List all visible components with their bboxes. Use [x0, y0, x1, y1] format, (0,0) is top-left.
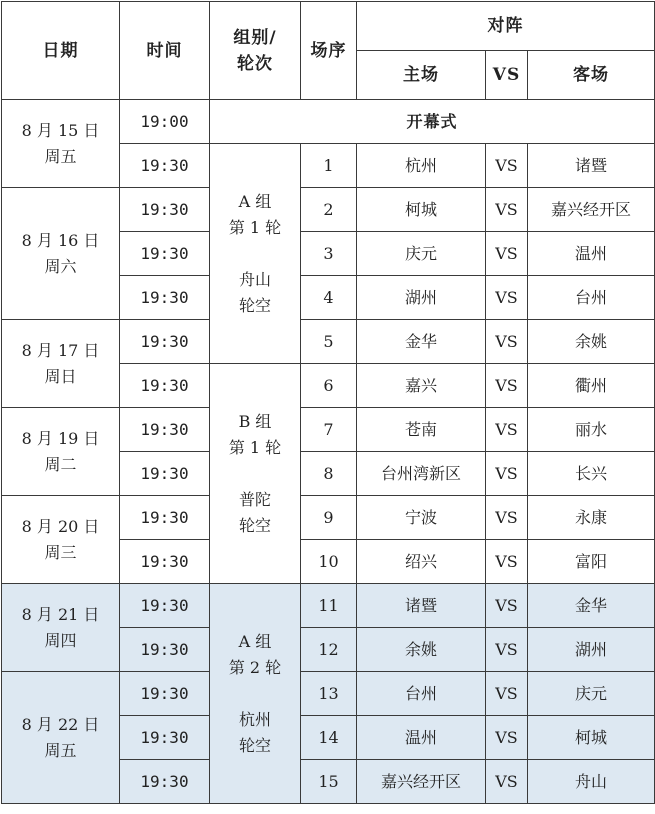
vs-cell: VS — [486, 408, 528, 452]
away-team-cell: 富阳 — [528, 540, 655, 584]
group-cell — [210, 144, 301, 364]
schedule-table — [1, 1, 655, 804]
header-time: 时间 — [120, 2, 210, 100]
group-line: A 组 — [238, 191, 272, 211]
match-number-cell: 4 — [301, 276, 357, 320]
vs-cell: VS — [486, 232, 528, 276]
weekday-line: 周二 — [44, 454, 77, 474]
match-number-cell: 6 — [301, 364, 357, 408]
time-cell: 19:30 — [120, 452, 210, 496]
away-team-cell: 庆元 — [528, 672, 655, 716]
time-cell: 19:30 — [120, 496, 210, 540]
home-team-cell: 嘉兴 — [357, 364, 486, 408]
table-row — [2, 584, 655, 628]
date-line: 8 月 19 日 — [21, 428, 100, 448]
weekday-line: 周五 — [44, 740, 77, 760]
table-row — [2, 496, 655, 540]
home-team-cell: 台州 — [357, 672, 486, 716]
bye-team-line: 杭州 — [238, 709, 271, 729]
round-line: 第 2 轮 — [228, 657, 282, 677]
away-team-cell: 诸暨 — [528, 144, 655, 188]
header-matchup: 对阵 — [357, 2, 655, 51]
match-number-cell: 1 — [301, 144, 357, 188]
match-number-cell: 7 — [301, 408, 357, 452]
opening-ceremony-cell: 开幕式 — [210, 100, 655, 144]
vs-cell: VS — [486, 188, 528, 232]
time-cell: 19:30 — [120, 760, 210, 804]
bye-label-line: 轮空 — [238, 295, 271, 315]
bye-label-line: 轮空 — [238, 515, 271, 535]
match-number-cell: 13 — [301, 672, 357, 716]
time-cell: 19:30 — [120, 188, 210, 232]
weekday-line: 周六 — [44, 256, 77, 276]
table-row — [2, 320, 655, 364]
home-team-cell: 金华 — [357, 320, 486, 364]
date-line: 8 月 16 日 — [21, 230, 100, 250]
header-home: 主场 — [357, 51, 486, 100]
match-number-cell: 2 — [301, 188, 357, 232]
header-group-line1: 组别/ — [233, 27, 277, 48]
home-team-cell: 嘉兴经开区 — [357, 760, 486, 804]
match-number-cell: 14 — [301, 716, 357, 760]
weekday-line: 周五 — [44, 146, 77, 166]
time-cell: 19:30 — [120, 716, 210, 760]
header-group — [210, 2, 301, 100]
vs-cell: VS — [486, 496, 528, 540]
home-team-cell: 柯城 — [357, 188, 486, 232]
date-cell — [2, 672, 120, 804]
table-row — [2, 672, 655, 716]
vs-cell: VS — [486, 628, 528, 672]
match-number-cell: 8 — [301, 452, 357, 496]
home-team-cell: 温州 — [357, 716, 486, 760]
date-cell — [2, 408, 120, 496]
match-number-cell: 5 — [301, 320, 357, 364]
bye-label-line: 轮空 — [238, 735, 271, 755]
vs-cell: VS — [486, 276, 528, 320]
away-team-cell: 温州 — [528, 232, 655, 276]
away-team-cell: 永康 — [528, 496, 655, 540]
vs-cell: VS — [486, 672, 528, 716]
away-team-cell: 衢州 — [528, 364, 655, 408]
match-number-cell: 10 — [301, 540, 357, 584]
date-cell — [2, 584, 120, 672]
time-cell: 19:00 — [120, 100, 210, 144]
home-team-cell: 绍兴 — [357, 540, 486, 584]
header-vs: VS — [486, 51, 528, 100]
vs-cell: VS — [486, 452, 528, 496]
date-line: 8 月 17 日 — [21, 340, 100, 360]
time-cell: 19:30 — [120, 232, 210, 276]
header-group-line2: 轮次 — [237, 53, 273, 74]
home-team-cell: 庆元 — [357, 232, 486, 276]
time-cell: 19:30 — [120, 364, 210, 408]
round-line: 第 1 轮 — [228, 217, 282, 237]
bye-team-line: 普陀 — [238, 489, 271, 509]
header-date: 日期 — [2, 2, 120, 100]
away-team-cell: 舟山 — [528, 760, 655, 804]
date-cell — [2, 100, 120, 188]
away-team-cell: 嘉兴经开区 — [528, 188, 655, 232]
home-team-cell: 宁波 — [357, 496, 486, 540]
home-team-cell: 苍南 — [357, 408, 486, 452]
date-cell — [2, 320, 120, 408]
home-team-cell: 湖州 — [357, 276, 486, 320]
vs-cell: VS — [486, 584, 528, 628]
vs-cell: VS — [486, 760, 528, 804]
time-cell: 19:30 — [120, 584, 210, 628]
weekday-line: 周三 — [44, 542, 77, 562]
time-cell: 19:30 — [120, 408, 210, 452]
table-row — [2, 408, 655, 452]
date-cell — [2, 188, 120, 320]
vs-cell: VS — [486, 364, 528, 408]
weekday-line: 周四 — [44, 630, 77, 650]
match-number-cell: 3 — [301, 232, 357, 276]
time-cell: 19:30 — [120, 540, 210, 584]
weekday-line: 周日 — [44, 366, 77, 386]
match-number-cell: 15 — [301, 760, 357, 804]
bye-team-line: 舟山 — [238, 269, 271, 289]
group-line: A 组 — [238, 631, 272, 651]
date-line: 8 月 20 日 — [21, 516, 100, 536]
date-line: 8 月 21 日 — [21, 604, 100, 624]
away-team-cell: 柯城 — [528, 716, 655, 760]
group-cell — [210, 364, 301, 584]
time-cell: 19:30 — [120, 628, 210, 672]
date-line: 8 月 15 日 — [21, 120, 100, 140]
time-cell: 19:30 — [120, 276, 210, 320]
date-line: 8 月 22 日 — [21, 714, 100, 734]
header-away: 客场 — [528, 51, 655, 100]
time-cell: 19:30 — [120, 672, 210, 716]
group-cell — [210, 584, 301, 804]
home-team-cell: 诸暨 — [357, 584, 486, 628]
home-team-cell: 杭州 — [357, 144, 486, 188]
home-team-cell: 台州湾新区 — [357, 452, 486, 496]
match-number-cell: 11 — [301, 584, 357, 628]
away-team-cell: 余姚 — [528, 320, 655, 364]
vs-cell: VS — [486, 144, 528, 188]
match-number-cell: 9 — [301, 496, 357, 540]
header-row-1 — [2, 2, 655, 51]
vs-cell: VS — [486, 320, 528, 364]
away-team-cell: 台州 — [528, 276, 655, 320]
away-team-cell: 金华 — [528, 584, 655, 628]
round-line: 第 1 轮 — [228, 437, 282, 457]
away-team-cell: 长兴 — [528, 452, 655, 496]
away-team-cell: 丽水 — [528, 408, 655, 452]
date-cell — [2, 496, 120, 584]
table-row — [2, 100, 655, 144]
home-team-cell: 余姚 — [357, 628, 486, 672]
match-number-cell: 12 — [301, 628, 357, 672]
away-team-cell: 湖州 — [528, 628, 655, 672]
vs-cell: VS — [486, 540, 528, 584]
table-row — [2, 188, 655, 232]
time-cell: 19:30 — [120, 320, 210, 364]
time-cell: 19:30 — [120, 144, 210, 188]
header-order: 场序 — [301, 2, 357, 100]
group-line: B 组 — [238, 411, 272, 431]
vs-cell: VS — [486, 716, 528, 760]
